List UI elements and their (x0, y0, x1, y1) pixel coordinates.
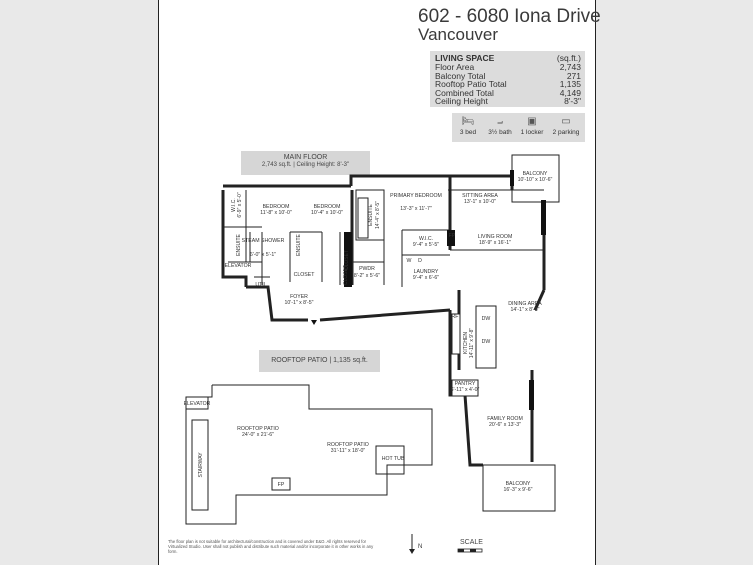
room-dims: 6'-0" x 5'-1" (249, 252, 277, 258)
room-name: PWDR (359, 266, 375, 272)
room-name: W.I.C. (418, 236, 434, 242)
room-dims: 10'-4" x 10'-0" (311, 210, 343, 216)
room-name: KITCHEN (463, 332, 469, 354)
room-dims: 11'-8" x 10'-0" (260, 210, 292, 216)
spec-value: 8'-3" (564, 96, 581, 106)
room-name: UTIL (255, 282, 267, 288)
hot-tub-label: HOT TUB (381, 456, 405, 462)
room-dims: 18'-9" x 16'-1" (479, 240, 511, 246)
room-name: BALCONY (505, 481, 531, 487)
room-dims: 9'-4" x 6'-6" (412, 275, 440, 281)
room-dims: 13'-3" x 11'-7" (400, 206, 432, 212)
spec-heading: LIVING SPACE (435, 53, 495, 63)
page-subtitle: Vancouver (418, 25, 499, 44)
room-name: ROOFTOP PATIO (327, 442, 369, 448)
room-dims: 31'-11" x 18'-0" (330, 448, 366, 454)
room-name: BEDROOM (262, 204, 290, 210)
room-name: BALCONY (522, 171, 548, 177)
room-name: LAUNDRY (413, 269, 439, 275)
spec-label: Rooftop Patio Total (435, 79, 507, 89)
room-name: ELEVATOR (183, 401, 211, 407)
north-arrow-icon (409, 534, 422, 554)
room-dims: 16'-3" x 9'-6" (503, 487, 533, 493)
scale-label: SCALE (460, 539, 483, 546)
page-title: 602 - 6080 Iona Drive (418, 6, 601, 27)
spec-value: 2,743 (559, 62, 581, 72)
fixture-fp-label: FP (277, 482, 285, 488)
kitchen-counter (452, 314, 460, 354)
fixture-d-label: D (418, 258, 422, 264)
room-name: PRIMARY BEDROOM (390, 193, 442, 199)
rooftop-patio-walls (183, 385, 432, 524)
fixture-dw-label: DW (481, 339, 491, 345)
main-floor-subtitle: 2,743 sq.ft. | Ceiling Height: 8'-3" (261, 162, 350, 168)
room-dims: 24'-0" x 21'-6" (242, 432, 274, 438)
rooftop-banner: ROOFTOP PATIO | 1,135 sq.ft. (259, 350, 380, 372)
room-name: ENSUITE (236, 234, 242, 256)
room-name: CLOSET (293, 272, 315, 278)
scale-bar (458, 549, 482, 552)
room-name: CLOSET (344, 249, 350, 271)
spec-value: 4,149 (559, 88, 581, 98)
entry-marker-icon (311, 320, 317, 325)
room-dims: 9'-4" x 5'-5" (412, 242, 440, 248)
fixture-w-label: W (406, 258, 412, 264)
room-name: ELEVATOR (224, 263, 252, 269)
room-name: W.I.C. (231, 198, 237, 212)
fixture-dw-label: DW (481, 316, 491, 322)
room-name: DINING AREA (508, 301, 542, 307)
room-name: FAMILY ROOM (487, 416, 523, 422)
room-name: CLOSET (343, 264, 349, 286)
fixture-fp-label: FP (448, 233, 456, 239)
room-name: ENSUITE (368, 204, 374, 226)
feature-label: 3½ bath (488, 129, 512, 136)
room-dims: 14'-4" x 8'-5" (375, 201, 381, 229)
room-name: ENSUITE (296, 234, 302, 256)
rotated-room-labels (198, 192, 475, 477)
spec-unit: (sq.ft.) (556, 53, 581, 63)
fixture-rf-label: RF (451, 314, 459, 320)
room-dims: 8'-2" x 5'-6" (353, 273, 381, 279)
spec-label: Balcony Total (435, 71, 486, 81)
room-name: STEAM SHOWER (241, 238, 285, 244)
room-name: BEDROOM (313, 204, 341, 210)
spec-label: Combined Total (435, 88, 494, 98)
bed-icon: 🛏︎ (461, 116, 475, 127)
spec-label: Floor Area (435, 62, 475, 72)
room-name: ROOFTOP PATIO (237, 426, 279, 432)
room-dims: 14'-1" x 8'-8" (510, 307, 540, 313)
spec-value: 271 (566, 71, 581, 81)
room-dims: 6'-9" x 5'-0" (237, 192, 243, 218)
room-name: STAIRWAY (198, 452, 204, 478)
disclaimer-text: The floor plan is not suitable for architectural/construction and is covered under E&O. All rights reserved for Virtualized Studio. User shall not publish and distribute such material and/or incorporate it in other works in any form. (168, 539, 374, 554)
feature-label: 2 parking (552, 129, 580, 136)
room-dims: 6'-11" x 4'-0" (450, 387, 480, 393)
locker-icon: ▣ (527, 116, 537, 127)
main-floor-title: MAIN FLOOR (283, 154, 328, 161)
car-icon: ▭ (561, 116, 571, 127)
room-dims: 14'-11" x 9'-8" (469, 327, 475, 359)
room-dims: 20'-6" x 13'-3" (489, 422, 521, 428)
room-name: FOYER (290, 294, 308, 300)
room-dims: 10'-1" x 8'-5" (284, 300, 314, 306)
north-label: N (418, 544, 423, 550)
room-dims: 10'-10" x 10'-6" (517, 177, 553, 183)
feature-label: 1 locker (520, 129, 544, 136)
room-name: PANTRY (454, 381, 476, 387)
room-name: LIVING ROOM (477, 234, 513, 240)
room-dims: 13'-1" x 10'-0" (464, 199, 496, 205)
feature-label: 3 bed (459, 129, 477, 136)
spec-label: Ceiling Height (435, 96, 488, 106)
spec-value: 1,135 (559, 79, 581, 89)
bath-icon: ⨼ (497, 116, 503, 127)
room-name: SITTING AREA (462, 193, 498, 199)
